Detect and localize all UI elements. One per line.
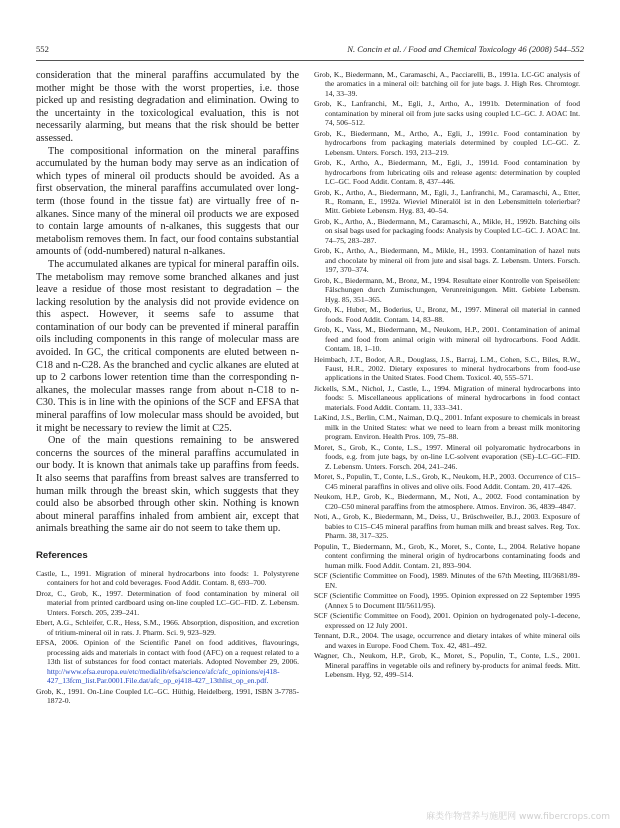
reference-entry: Ebert, A.G., Schleifer, C.R., Hess, S.M., 1966. Absorption, disposition, and excretion of tritium-mineral oil in rats. J. Pharm. Sci. 9, 923–929. bbox=[36, 618, 299, 637]
running-header bbox=[36, 44, 584, 58]
page-number: 552 bbox=[36, 44, 49, 54]
reference-entry: Castle, L., 1991. Migration of mineral hydrocarbons into foods: 1. Polystyrene containers for hot and cold beverages. Food Addit. Contam. 8, 693–700. bbox=[36, 568, 299, 588]
reference-entry: SCF (Scientific Committee on Food), 1989. Minutes of the 67th Meeting, III/3681/89-EN. bbox=[314, 571, 580, 590]
reference-entry: Grob, K., Biedermann, M., Bronz, M., 1994. Resultate einer Kontrolle von Speiseölen: Fälschungen durch Zumischungen, Verunreinigungen. Mitt. Gebiete Lebensm. Hyg. 85, 351–365. bbox=[314, 275, 580, 304]
reference-entry: Grob, K., Artho, A., Biedermann, M., Egli, J., Lanfranchi, M., Caramaschi, A., Etter, R., Romann, E., 1992a. Wieviel Mineralöl ist in den Lebensmitteln tolerierbar? Mitt. Gebiete Lebensm. Hyg. 83, 40–54. bbox=[314, 187, 580, 216]
reference-entry: Grob, K., Artho, A., Biedermann, M., Caramaschi, A., Mikle, H., 1992b. Batching oils on sisal bags used for packaging foods: Analysis by Coupled LC–GC. J. AOAC Int. 74–75, 283–287. bbox=[314, 217, 580, 245]
reference-entry: Tennant, D.R., 2004. The usage, occurrence and dietary intakes of white mineral oils and waxes in Europe. Food Chem. Tox. 42, 481–492. bbox=[314, 631, 580, 650]
body-paragraph: The compositional information on the mineral paraffins accumulated by the human body may serve as an indication of which types of mineral oil products should be avoided. As a first observation, the mineral paraffins accumulated over long-term (those found in the tissue fat) are virtually free of n-alkanes. Since many of the mineral oil products we are exposed to contain large amounts of n-alkanes, this suggests that our metabolism removes them. In fact, our food contains substantial amounts of (odd-numbered) natural n-alkanes. bbox=[36, 145, 299, 258]
watermark: 麻类作物营养与施肥网 www.fibercrops.com bbox=[426, 812, 610, 822]
reference-entry: Moret, S., Populin, T., Conte, L.S., Grob, K., Neukom, H.P., 2003. Occurrence of C15–C45 mineral paraffins in olives and olive oils. Food Addit. Contam. 20, 417–426. bbox=[314, 472, 580, 491]
left-column bbox=[36, 70, 299, 707]
reference-entry: Grob, K., Biedermann, M., Caramaschi, A., Pacciarelli, B., 1991a. LC-GC analysis of the aromatics in a mineral oil: batching oil for jute bags. J. High Res. Chromtogr. 14, 33–39. bbox=[314, 70, 580, 98]
body-paragraph: consideration that the mineral paraffins accumulated by the mother might be those with the worst properties, i.e. those picked up and resisting degradation and elimination. Owing to the uncertainty in the toxicological evaluation, this is not necessarily alarming, but means that the risk should be better assessed. bbox=[36, 70, 299, 144]
reference-entry: Grob, K., Vass, M., Biedermann, M., Neukom, H.P., 2001. Contamination of animal feed and food from animal origin with mineral oil hydrocarbons. Food Addit. Contam. 18, 1–10. bbox=[314, 325, 580, 354]
journal-citation: N. Concin et al. / Food and Chemical Toxicology 46 (2008) 544–552 bbox=[347, 44, 584, 54]
header-rule bbox=[36, 60, 584, 61]
reference-entry: Noti, A., Grob, K., Biedermann, M., Deiss, U., Brüschweiler, B.J., 2003. Exposure of babies to C15–C45 mineral paraffins from human milk and breast salves. Reg. Tox. Pharm. 38, 317–325. bbox=[314, 512, 580, 541]
reference-entry: SCF (Scientific Committee on Food), 1995. Opinion expressed on 22 September 1995 (Annex 5 to Document III/5611/95). bbox=[314, 591, 580, 610]
reference-entry: Heimbach, J.T., Bodor, A.R., Douglass, J.S., Barraj, L.M., Cohen, S.C., Biles, R.W., Faust, H.R., 2002. Dietary exposures to mineral hydrocarbons from food-use applications in the United States. Food Chem. Toxicol. 40, 555–571. bbox=[314, 354, 580, 383]
reference-entry: Grob, K., Biedermann, M., Artho, A., Egli, J., 1991c. Food contamination by hydrocarbons from packaging materials determined by coupled LC–GC. Z. Lebensm. Unters. Forsch. 193, 213–219. bbox=[314, 128, 580, 157]
body-paragraph: The accumulated alkanes are typical for mineral paraffin oils. The metabolism may remove some branched alkanes and just leave a residue of those most resistant to degradation – the lacking resolution by the analysis did not provide evidence on this aspect. However, it seems safe to assume that contamination of our body can be prevented if mineral paraffin oils including components in this range of molecular mass are avoided. In GC, the critical components are eluted between n-C18 and n-C28. As the branched and cyclic alkanes are eluted at up to 2 carbons lower retention time than the corresponding n-alkanes, the molecular masses range from about n-C18 to n-C30. This is in line with the opinions of the SCF and EFSA that mineral paraffins of low molecular mass should be avoided, but it might be necessary to review the limit at C25. bbox=[36, 258, 299, 434]
reference-entry: SCF (Scientific Committee on Food), 2001. Opinion on hydrogenated poly-1-decene, expressed on 12 July 2001. bbox=[314, 611, 580, 630]
reference-entry: Grob, K., Artho, A., Biedermann, M., Mikle, H., 1993. Contamination of hazel nuts and chocolate by mineral oil from jute and sisal bags. Z. Lebensm. Unters. Forsch. 197, 370–374. bbox=[314, 246, 580, 275]
body-paragraph: One of the main questions remaining to be answered concerns the sources of the mineral paraffins accumulated in our body. It is known that animals take up paraffins from feeds. It also seems that paraffins from breast salves are transferred to human milk through the breast skin, which suggests that they could also be absorbed through other skin. Nothing is known about mineral paraffins inhaled from ambient air, except that animals breathing the same air do not seem to take them up. bbox=[36, 435, 299, 535]
reference-entry: Grob, K., Huber, M., Boderius, U., Bronz, M., 1997. Mineral oil material in canned foods. Food Addit. Contam. 14, 83–88. bbox=[314, 305, 580, 324]
references-heading: References bbox=[36, 549, 88, 561]
reference-entry: Wagner, Ch., Neukom, H.P., Grob, K., Moret, S., Populin, T., Conte, L.S., 2001. Mineral paraffins in vegetable oils and refinery by-products for animal feeds. Mitt. Lebensm. Hyg. 92, 499–514. bbox=[314, 651, 580, 679]
reference-entry bbox=[36, 638, 299, 685]
reference-entry: Grob, K., Artho, A., Biedermann, M., Egli, J., 1991d. Food contamination by hydrocarbons from lubricating oils and release agents: determination by coupled LC–GC. Food Addit. Contam. 8, 437–446. bbox=[314, 158, 580, 187]
reference-entry: Jickells, S.M., Nichol, J., Castle, L., 1994. Migration of mineral hydrocarbons into foods: 5. Miscellaneous applications of mineral hydrocarbons in food contact materials. Food Addit. Contam. 11, 333–341. bbox=[314, 384, 580, 412]
efsa-link[interactable]: http://www.efsa.europa.eu/etc/medialib/efsa/science/afc/afc_opinions/ej418-427_13fcm_list.Par.0001.File.dat/afc_op_ej418-427_13thlist_op_en.pdf. bbox=[47, 666, 280, 685]
reference-entry: Grob, K., 1991. On-Line Coupled LC–GC. Hüthig, Heidelberg, 1991, ISBN 3-7785-1872-0. bbox=[36, 686, 299, 705]
reference-entry: Neukom, H.P., Grob, K., Biedermann, M., Noti, A., 2002. Food contamination by C20–C50 mineral paraffins from the atmosphere. Atmos. Environ. 36, 4839–4847. bbox=[314, 492, 580, 511]
reference-entry: Droz, C., Grob, K., 1997. Determination of food contamination by mineral oil material from printed cardboard using on-line coupled LC–GC–FID. Z. Lebensm. Unters. Forsch. 205, 239–241. bbox=[36, 588, 299, 617]
reference-entry: Grob, K., Lanfranchi, M., Egli, J., Artho, A., 1991b. Determination of food contamination by mineral oil from jute sacks using coupled LC–GC. J. AOAC Int. 74, 506–512. bbox=[314, 99, 580, 128]
right-column bbox=[314, 70, 580, 681]
reference-entry: LaKind, J.S., Berlin, C.M., Naiman, D.Q., 2001. Infant exposure to chemicals in breast milk in the United States: what we need to learn from a breast milk monitoring program. Environ. Health Pros. 109, 75–88. bbox=[314, 413, 580, 442]
reference-text: EFSA, 2006. Opinion of the Scientific Panel on food additives, flavourings, processing aids and materials in contact with food (AFC) on a request related to a 13th list of substances for food contact materials. Adopted November 29, 2006. bbox=[36, 638, 299, 667]
reference-entry: Moret, S., Grob, K., Conte, L.S., 1997. Mineral oil polyaromatic hydrocarbons in foods, e.g. from jute bags, by on-line LC-solvent evaporation (SE)–LC–GC–FID. Z. Lebensm. Unters. Forsch. 204, 241–246. bbox=[314, 442, 580, 471]
reference-entry: Populin, T., Biedermann, M., Grob, K., Moret, S., Conte, L., 2004. Relative hopane content confirming the mineral origin of hydrocarbons contaminating foods and human milk. Food Addit. Contam. 21, 893–904. bbox=[314, 541, 580, 570]
